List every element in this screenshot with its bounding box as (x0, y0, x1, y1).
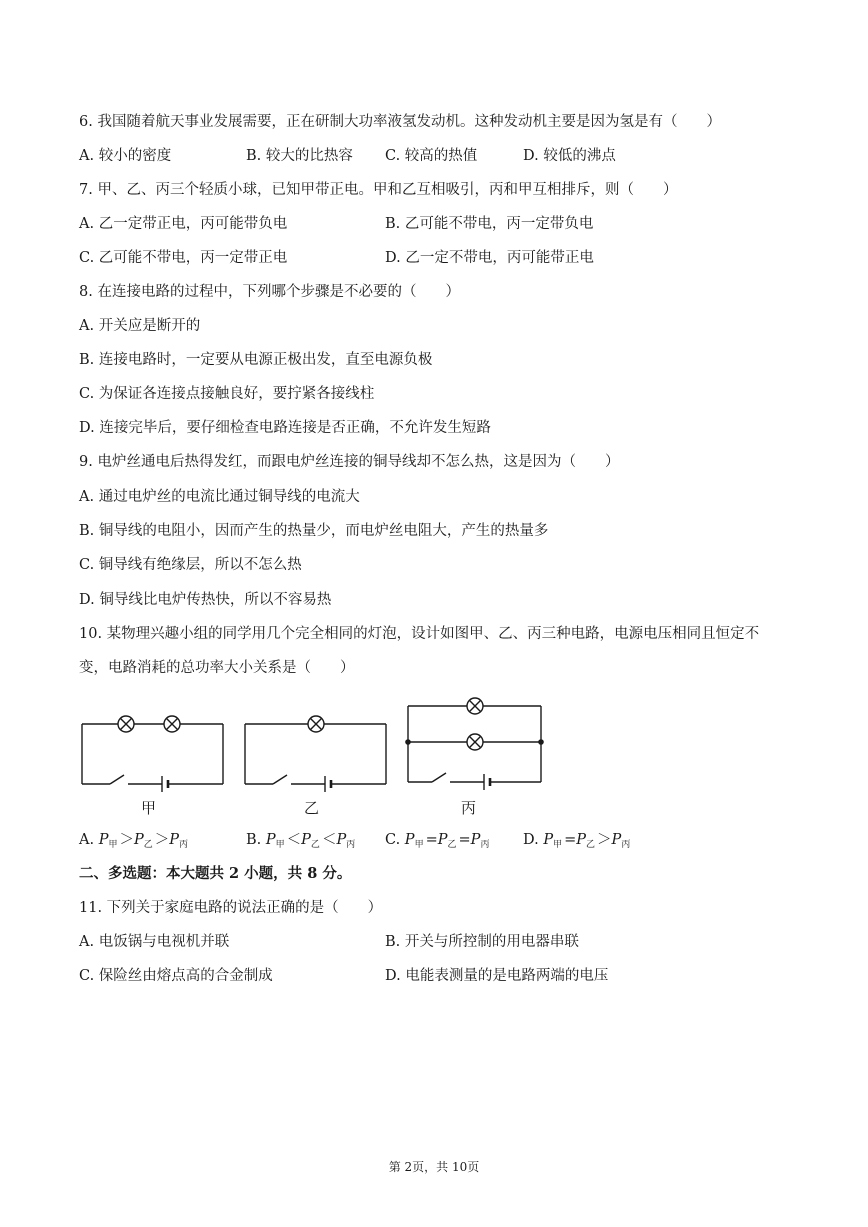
q11-option-c: C. 保险丝由熔点高的合金制成 (79, 968, 273, 984)
option-label: C. (385, 832, 405, 848)
q7-option-c: C. 乙可能不带电，丙一定带正电 (79, 250, 288, 266)
relation: ＜ (286, 832, 302, 848)
relation: = (425, 832, 438, 848)
q9-option-a: A. 通过电炉丝的电流比通过铜导线的电流大 (79, 489, 360, 505)
relation: = (564, 832, 577, 848)
subscript: 甲 (275, 840, 285, 850)
circuit-jia-diagram (78, 712, 228, 792)
relation: ＞ (154, 832, 170, 848)
q7-stem: 7. 甲、乙、丙三个轻质小球，已知甲带正电。甲和乙互相吸引，丙和甲互相排斥，则（ ） (79, 182, 678, 198)
power-symbol: P (336, 832, 347, 848)
subscript: 丙 (179, 840, 189, 850)
section-heading-multiple-choice: 二、多选题：本大题共 2 小题，共 8 分。 (79, 865, 352, 882)
subscript: 丙 (621, 840, 631, 850)
circuit-bing-diagram (404, 696, 549, 792)
power-symbol: P (265, 832, 276, 848)
q7-option-a: A. 乙一定带正电，丙可能带负电 (79, 216, 288, 232)
power-symbol: P (611, 832, 622, 848)
relation: ＞ (597, 832, 612, 848)
power-symbol: P (98, 832, 109, 848)
q6-option-d: D. 较低的沸点 (523, 148, 616, 164)
q10-option-a (79, 830, 190, 855)
power-symbol: P (576, 832, 587, 848)
q11-stem: 11. 下列关于家庭电路的说法正确的是（ ） (79, 900, 383, 916)
q8-option-c: C. 为保证各连接点接触良好，要拧紧各接线柱 (79, 386, 375, 402)
option-label: D. (523, 832, 544, 848)
q8-option-d: D. 连接完毕后，要仔细检查电路连接是否正确，不允许发生短路 (79, 420, 491, 436)
subscript: 乙 (447, 840, 457, 850)
circuit-bing-caption: 丙 (461, 799, 477, 817)
q11-option-b: B. 开关与所控制的用电器串联 (385, 934, 579, 950)
subscript: 甲 (553, 840, 563, 850)
q9-option-b: B. 铜导线的电阻小，因而产生的热量少，而电炉丝电阻大，产生的热量多 (79, 523, 549, 539)
option-label: A. (79, 832, 99, 848)
q9-option-d: D. 铜导线比电炉传热快，所以不容易热 (79, 592, 332, 608)
q8-stem: 8. 在连接电路的过程中，下列哪个步骤是不必要的（ ） (79, 284, 460, 300)
q10-stem-line1: 10. 某物理兴趣小组的同学用几个完全相同的灯泡，设计如图甲、乙、丙三种电路，电源电压相同且恒定不 (79, 626, 760, 642)
q7-option-d: D. 乙一定不带电，丙可能带正电 (385, 250, 594, 266)
q10-option-c (385, 830, 491, 855)
q8-option-b: B. 连接电路时，一定要从电源正极出发，直至电源负极 (79, 352, 433, 368)
subscript: 乙 (586, 840, 596, 850)
circuit-yi-caption: 乙 (304, 799, 320, 817)
q10-option-b (246, 830, 357, 855)
relation: ＞ (119, 832, 134, 848)
subscript: 丙 (346, 840, 356, 850)
power-symbol: P (543, 832, 554, 848)
q9-option-c: C. 铜导线有绝缘层，所以不怎么热 (79, 557, 302, 573)
circuit-yi-diagram (241, 712, 391, 792)
q6-stem: 6. 我国随着航天事业发展需要，正在研制大功率液氢发动机。这种发动机主要是因为氢是有（ ） (79, 114, 721, 130)
q11-option-a: A. 电饭锅与电视机并联 (79, 934, 230, 950)
subscript: 乙 (310, 840, 320, 850)
q6-option-c: C. 较高的热值 (385, 148, 478, 164)
power-symbol: P (133, 832, 144, 848)
relation: = (458, 832, 471, 848)
q11-option-d: D. 电能表测量的是电路两端的电压 (385, 968, 609, 984)
q8-option-a: A. 开关应是断开的 (79, 318, 201, 334)
q10-option-d (523, 830, 632, 855)
power-symbol: P (404, 832, 415, 848)
option-label: B. (246, 832, 266, 848)
power-symbol: P (301, 832, 311, 848)
q7-option-b: B. 乙可能不带电，丙一定带负电 (385, 216, 594, 232)
power-symbol: P (437, 832, 448, 848)
q6-option-a: A. 较小的密度 (79, 148, 172, 164)
subscript: 丙 (480, 840, 490, 850)
subscript: 甲 (414, 840, 424, 850)
page-footer: 第 2页，共 10页 (388, 1160, 480, 1174)
subscript: 甲 (108, 840, 118, 850)
relation: ＜ (321, 832, 337, 848)
subscript: 乙 (143, 840, 153, 850)
power-symbol: P (169, 832, 180, 848)
circuit-jia-caption: 甲 (141, 799, 157, 817)
power-symbol: P (470, 832, 481, 848)
q10-stem-line2: 变，电路消耗的总功率大小关系是（ ） (79, 660, 355, 676)
q9-stem: 9. 电炉丝通电后热得发红，而跟电炉丝连接的铜导线却不怎么热，这是因为（ ） (79, 454, 620, 470)
q6-option-b: B. 较大的比热容 (246, 148, 353, 164)
